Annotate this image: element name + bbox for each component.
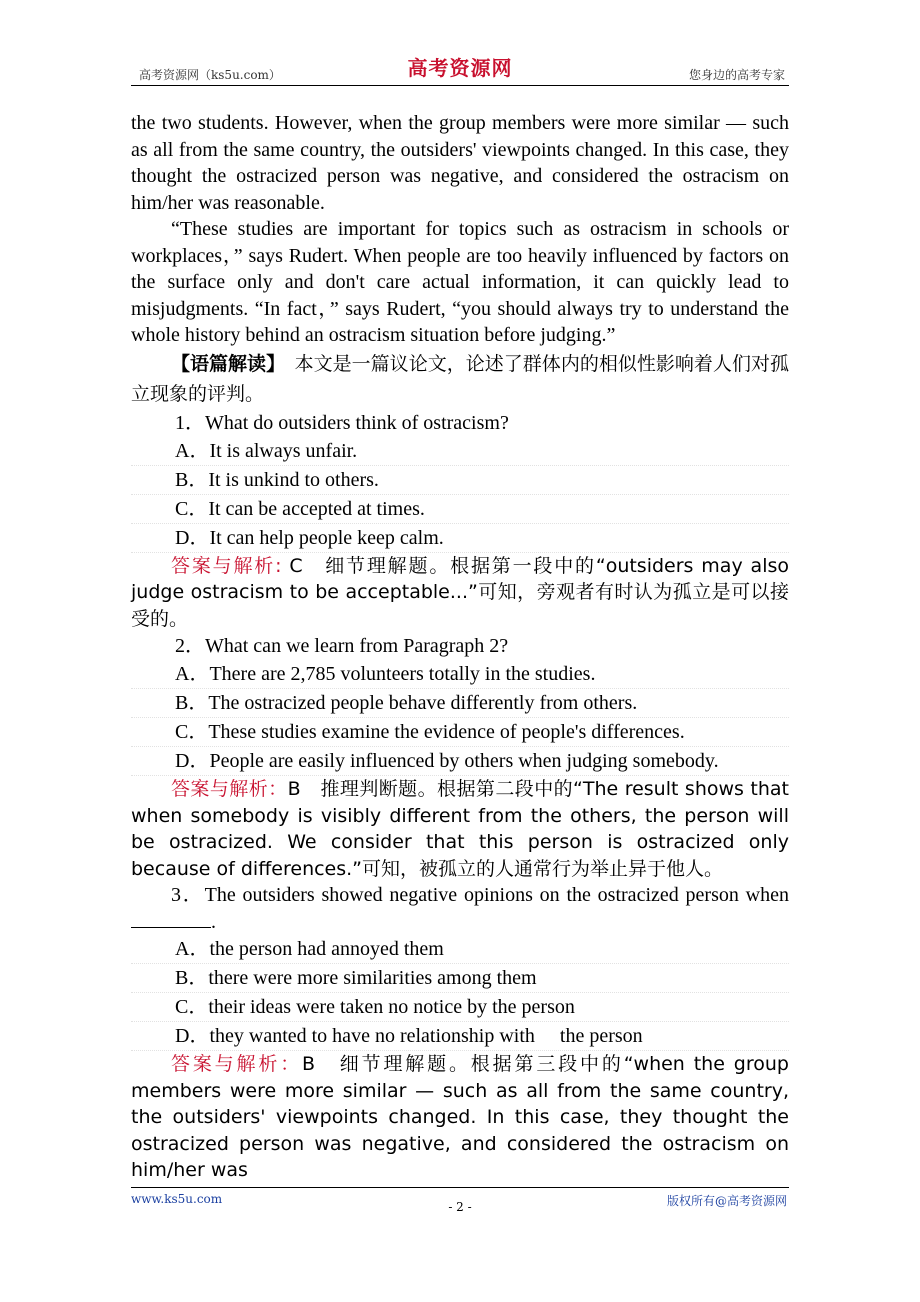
answer-label: 答案与解析: bbox=[171, 554, 282, 577]
question-option: B．It is unkind to others. bbox=[131, 466, 789, 495]
footer-divider bbox=[131, 1187, 789, 1188]
passage-paragraph: “These studies are important for topics such as ostracism in schools or workplaces，” says Rudert. When people are too heavily influenced by factors on the surface only and don't care actual information, it can quickly lead to misjudgments. “In fact，” says Rudert, “you should always try to understand the whole history behind an ostracism situation before judging.” bbox=[131, 218, 789, 346]
passage-analysis bbox=[131, 349, 789, 409]
question-option: A．It is always unfair. bbox=[131, 437, 789, 466]
answer-label: 答案与解析： bbox=[171, 1053, 303, 1075]
question-option: B．there were more similarities among them bbox=[131, 964, 789, 993]
answer-explanation bbox=[131, 553, 789, 633]
header-divider bbox=[131, 85, 789, 86]
question-block bbox=[131, 409, 789, 633]
answer-explanation bbox=[131, 1051, 789, 1184]
question-stem-end: . bbox=[211, 910, 216, 933]
question-option: A．the person had annoyed them bbox=[131, 935, 789, 964]
answer-blank bbox=[131, 909, 211, 928]
question-option: C．It can be accepted at times. bbox=[131, 495, 789, 524]
header-logo: 高考资源网 bbox=[407, 56, 513, 80]
question-option: A．There are 2,785 volunteers totally in the studies. bbox=[131, 660, 789, 689]
question-stem: 1．What do outsiders think of ostracism? bbox=[175, 411, 509, 434]
question-stem: 2．What can we learn from Paragraph 2? bbox=[175, 635, 509, 657]
answer-text: C 细节理解题。根据第一段中的“outsiders may also judge ostracism to be acceptable...”可知，旁观者有时认为孤立是可以接受的。 bbox=[131, 554, 789, 630]
footer-site-link[interactable]: www.ks5u.com bbox=[131, 1192, 223, 1206]
question-option: C．These studies examine the evidence of people's differences. bbox=[131, 718, 789, 747]
answer-text: B 细节理解题。根据第三段中的“when the group members were more similar — such as all from the same country, the outsiders' viewpoints changed. In this case, they thought the ostracized person was negative, and considered the ostracism on him/her was bbox=[131, 1053, 789, 1181]
footer-copyright: 版权所有@高考资源网 bbox=[666, 1194, 787, 1208]
page-number: - 2 - bbox=[448, 1200, 472, 1214]
question-stem-text: 3．The outsiders showed negative opinions on the ostracized person when bbox=[171, 884, 789, 906]
question-block bbox=[131, 632, 789, 882]
passage-paragraph: the two students. However, when the group members were more similar — such as all from the same country, the outsiders' viewpoints changed. In this case, they thought the ostracized person was negative, and considered the ostracism on him/her was reasonable. bbox=[131, 112, 789, 214]
question-option: B．The ostracized people behave differently from others. bbox=[131, 689, 789, 718]
analysis-label: 【语篇解读】 bbox=[171, 352, 276, 375]
document-body bbox=[131, 110, 789, 1184]
question-option: D．People are easily influenced by others when judging somebody. bbox=[131, 747, 789, 776]
question-stem bbox=[131, 882, 789, 935]
page-header bbox=[131, 52, 789, 86]
header-site-name: 高考资源网（ks5u.com） bbox=[139, 68, 281, 82]
answer-label: 答案与解析： bbox=[171, 778, 288, 800]
question-option: C．their ideas were taken no notice by the person bbox=[131, 993, 789, 1022]
question-option: D．It can help people keep calm. bbox=[131, 524, 789, 553]
answer-text: B 推理判断题。根据第二段中的“The result shows that when somebody is visibly different from the others, the person will be ostracized. We consider that this person is ostracized only because of differences.”可知，被孤立的人通常行为举止异于他人。 bbox=[131, 778, 789, 880]
question-option: D．they wanted to have no relationship with the person bbox=[131, 1022, 789, 1051]
header-slogan: 您身边的高考专家 bbox=[688, 68, 785, 82]
answer-explanation bbox=[131, 776, 789, 882]
question-block bbox=[131, 882, 789, 1184]
analysis-text: 本文是一篇议论文，论述了群体内的相似性影响着人们对孤立现象的评判。 bbox=[131, 352, 789, 405]
